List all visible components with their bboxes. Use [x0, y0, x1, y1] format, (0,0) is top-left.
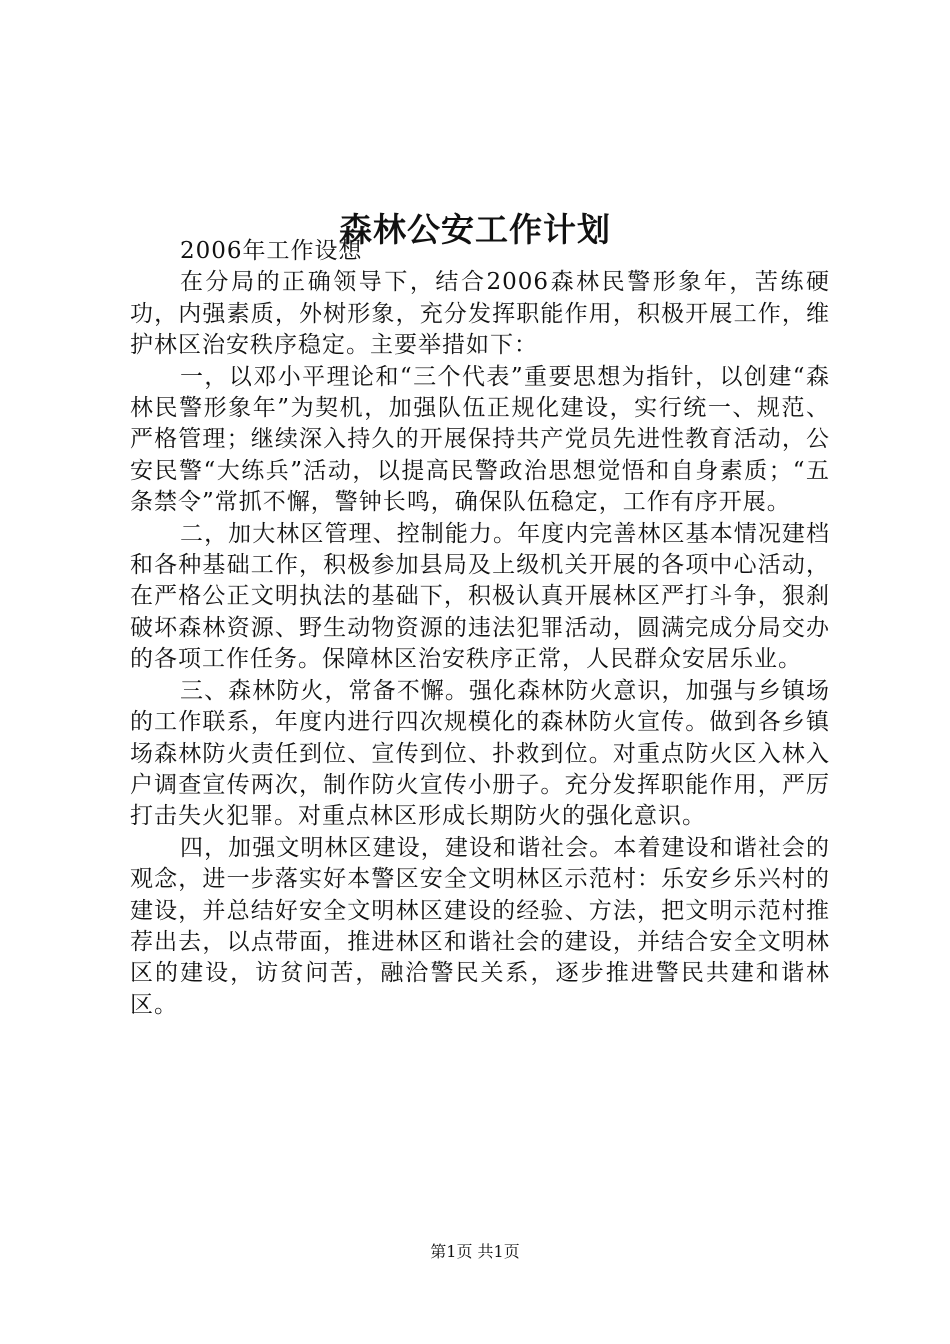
- paragraph-item-2: 二，加大林区管理、控制能力。年度内完善林区基本情况建档和各种基础工作，积极参加县局及上级机关开展的各项中心活动，在严格公正文明执法的基础下，积极认真开展林区严打斗争，狠刹破坏森林资源、野生动物资源的违法犯罪活动，圆满完成分局交办的各项工作任务。保障林区治安秩序正常，人民群众安居乐业。: [130, 520, 830, 673]
- paragraph-intro: 在分局的正确领导下，结合2006森林民警形象年，苦练硬功，内强素质，外树形象，充分发挥职能作用，积极开展工作，维护林区治安秩序稳定。主要举措如下：: [130, 269, 830, 359]
- document-body: [130, 236, 830, 1021]
- paragraph-subtitle: 2006年工作设想: [180, 238, 363, 264]
- paragraph-item-1: 一，以邓小平理论和“三个代表”重要思想为指针，以创建“森林民警形象年”为契机，加强队伍正规化建设，实行统一、规范、严格管理；继续深入持久的开展保持共产党员先进性教育活动，公安民警“大练兵”活动，以提高民警政治思想觉悟和自身素质；“五条禁令”常抓不懈，警钟长鸣，确保队伍稳定，工作有序开展。: [130, 363, 830, 516]
- page-footer: 第1页 共1页: [430, 1242, 520, 1261]
- paragraph-item-3: 三、森林防火，常备不懈。强化森林防火意识，加强与乡镇场的工作联系，年度内进行四次规模化的森林防火宣传。做到各乡镇场森林防火责任到位、宣传到位、扑救到位。对重点防火区入林入户调查宣传两次，制作防火宣传小册子。充分发挥职能作用，严厉打击失火犯罪。对重点林区形成长期防火的强化意识。: [130, 677, 830, 830]
- document-title: 森林公安工作计划: [339, 210, 611, 250]
- paragraph-item-4: 四，加强文明林区建设，建设和谐社会。本着建设和谐社会的观念，进一步落实好本警区安全文明林区示范村：乐安乡乐兴村的建设，并总结好安全文明林区建设的经验、方法，把文明示范村推荐出去，以点带面，推进林区和谐社会的建设，并结合安全文明林区的建设，访贫问苦，融洽警民关系，逐步推进警民共建和谐林区。: [130, 834, 830, 1018]
